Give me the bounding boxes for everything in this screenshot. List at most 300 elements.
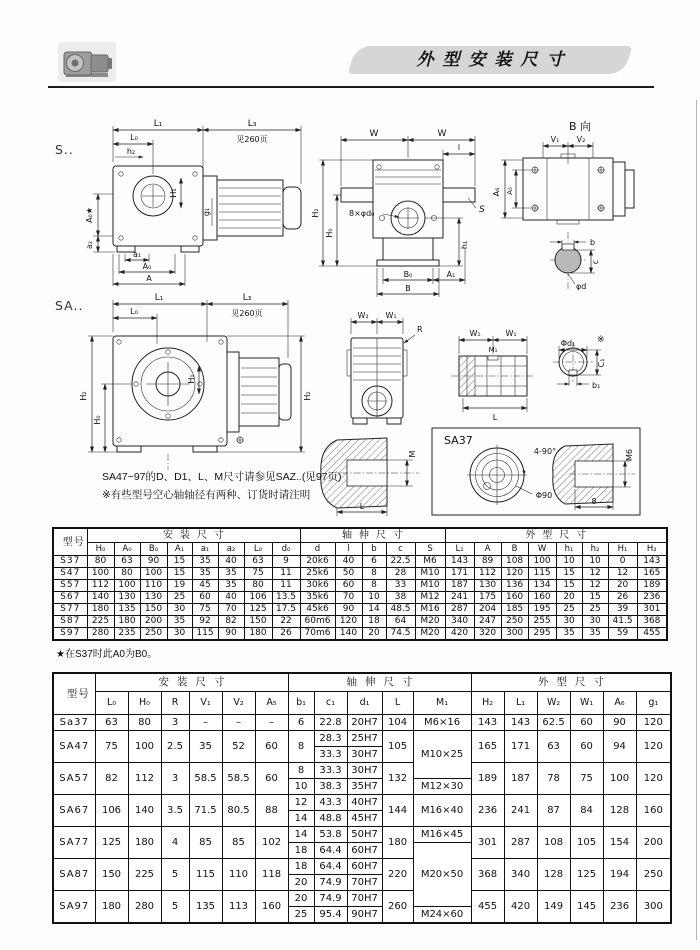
value-cell: 35 bbox=[189, 731, 222, 763]
value-cell: 120 bbox=[501, 568, 528, 580]
table-row bbox=[53, 795, 671, 811]
value-cell: 50H7 bbox=[347, 827, 382, 843]
value-cell: 8 bbox=[362, 568, 386, 580]
sa-dimension-table bbox=[52, 672, 672, 924]
value-cell: 100 bbox=[528, 556, 556, 568]
table-row bbox=[53, 628, 667, 641]
value-cell: 35 bbox=[582, 628, 608, 641]
value-cell: 10 bbox=[582, 556, 608, 568]
value-cell: 189 bbox=[637, 580, 667, 592]
value-cell: 18 bbox=[288, 859, 314, 875]
column-header: B₀ bbox=[140, 543, 167, 556]
dim-H2-sa-right: H₂ bbox=[303, 391, 312, 401]
value-cell: 195 bbox=[528, 604, 556, 616]
column-header: h₁ bbox=[556, 543, 582, 556]
s-table-body bbox=[53, 556, 667, 641]
page-edge-line bbox=[696, 100, 697, 940]
value-cell: M12 bbox=[415, 592, 445, 604]
value-cell: 14 bbox=[288, 811, 314, 827]
value-cell: 105 bbox=[570, 827, 603, 859]
value-cell: 40 bbox=[218, 556, 244, 568]
value-cell: 301 bbox=[637, 604, 667, 616]
model-cell: S37 bbox=[53, 556, 87, 568]
value-cell: 185 bbox=[501, 604, 528, 616]
value-cell: 115 bbox=[192, 628, 218, 641]
value-cell: 30 bbox=[582, 616, 608, 628]
dim-B: B bbox=[405, 284, 411, 293]
column-header: V₂ bbox=[222, 692, 255, 715]
sa-table-body bbox=[53, 715, 671, 924]
sa-hollow-shaft-section bbox=[553, 335, 606, 390]
value-cell: 63 bbox=[244, 556, 272, 568]
value-cell: 250 bbox=[501, 616, 528, 628]
dim-a1: a₁ bbox=[132, 250, 142, 259]
dim-W1-shaft-b: W₁ bbox=[505, 329, 517, 338]
value-cell: 35 bbox=[556, 628, 582, 641]
value-cell: 140 bbox=[128, 795, 161, 827]
value-cell: 48.8 bbox=[314, 811, 347, 827]
value-cell: 125 bbox=[570, 859, 603, 891]
dim-8: 8 bbox=[591, 497, 597, 506]
value-cell: 255 bbox=[528, 616, 556, 628]
value-cell: 225 bbox=[87, 616, 114, 628]
column-header: d₁ bbox=[347, 692, 382, 715]
page-title-banner bbox=[352, 46, 628, 74]
column-header: L₀ bbox=[95, 692, 128, 715]
value-cell: 87 bbox=[537, 795, 570, 827]
value-cell: 30 bbox=[167, 604, 192, 616]
value-cell: 0 bbox=[608, 556, 637, 568]
value-cell: 30 bbox=[167, 628, 192, 641]
value-cell: M24×60 bbox=[413, 907, 471, 924]
dim-L-detail: L bbox=[359, 502, 365, 511]
value-cell: 82 bbox=[218, 616, 244, 628]
table-row bbox=[53, 592, 667, 604]
dim-S: S bbox=[479, 205, 485, 215]
technical-drawings bbox=[35, 98, 665, 518]
value-cell: 455 bbox=[471, 891, 504, 924]
value-cell: 62.5 bbox=[537, 715, 570, 731]
value-cell: 120 bbox=[636, 715, 671, 731]
table-row bbox=[53, 556, 667, 568]
value-cell: 110 bbox=[140, 580, 167, 592]
value-cell: 112 bbox=[87, 580, 114, 592]
dim-b1: b₁ bbox=[592, 381, 601, 390]
value-cell: 10 bbox=[288, 779, 314, 795]
value-cell: 26 bbox=[272, 628, 300, 641]
dim-l: l bbox=[457, 143, 461, 152]
value-cell: 40 bbox=[218, 592, 244, 604]
value-cell: 340 bbox=[504, 859, 537, 891]
value-cell: 63 bbox=[537, 731, 570, 763]
column-header: B bbox=[501, 543, 528, 556]
value-cell: 100 bbox=[128, 731, 161, 763]
column-header: A₆ bbox=[603, 692, 636, 715]
column-header: b bbox=[362, 543, 386, 556]
reference-mark: ※ bbox=[597, 335, 605, 345]
s-dimension-table bbox=[52, 527, 668, 641]
dim-A5: A₅ bbox=[506, 187, 514, 195]
value-cell: 130 bbox=[114, 592, 140, 604]
value-cell: 300 bbox=[501, 628, 528, 641]
value-cell: 102 bbox=[255, 827, 288, 859]
value-cell: 22.5 bbox=[386, 556, 415, 568]
value-cell: 106 bbox=[95, 795, 128, 827]
value-cell: 154 bbox=[603, 827, 636, 859]
model-column-header-sa: 型号 bbox=[53, 673, 95, 715]
value-cell: 295 bbox=[528, 628, 556, 641]
value-cell: 120 bbox=[335, 616, 362, 628]
s-series-side-view bbox=[55, 119, 301, 286]
value-cell: 25 bbox=[556, 604, 582, 616]
dim-g1: g₁ bbox=[202, 207, 211, 217]
value-cell: 33.3 bbox=[314, 747, 347, 763]
value-cell: 368 bbox=[637, 616, 667, 628]
value-cell: 74.9 bbox=[314, 891, 347, 907]
value-cell: M20 bbox=[415, 616, 445, 628]
value-cell: 180 bbox=[114, 616, 140, 628]
sa-series-label: SA.. bbox=[55, 298, 84, 313]
value-cell: 236 bbox=[471, 795, 504, 827]
value-cell: M6×16 bbox=[413, 715, 471, 731]
column-header: l bbox=[335, 543, 362, 556]
value-cell: 20k6 bbox=[300, 556, 335, 568]
model-cell: S97 bbox=[53, 628, 87, 641]
value-cell: 300 bbox=[636, 891, 671, 924]
model-cell: SA77 bbox=[53, 827, 95, 859]
value-cell: 368 bbox=[471, 859, 504, 891]
phi90-label: Φ90 bbox=[535, 491, 553, 500]
s-table-colrow bbox=[53, 543, 667, 556]
page-title: 外型安装尺寸 bbox=[416, 50, 573, 69]
dim-H2-front: H₂ bbox=[311, 208, 320, 218]
column-header: H₀ bbox=[128, 692, 161, 715]
value-cell: 204 bbox=[474, 604, 501, 616]
value-cell: 171 bbox=[445, 568, 474, 580]
value-cell: 95.4 bbox=[314, 907, 347, 924]
column-header: L₁ bbox=[445, 543, 474, 556]
value-cell: 80 bbox=[244, 580, 272, 592]
value-cell: 70 bbox=[218, 604, 244, 616]
value-cell: 10 bbox=[362, 592, 386, 604]
value-cell: 25 bbox=[288, 907, 314, 924]
value-cell: 40H7 bbox=[347, 795, 382, 811]
value-cell: 250 bbox=[140, 628, 167, 641]
b-view-title: B 向 bbox=[568, 120, 592, 133]
value-cell: 64.4 bbox=[314, 859, 347, 875]
column-header: A₁ bbox=[167, 543, 192, 556]
dim-A0: A₀ bbox=[142, 262, 152, 271]
value-cell: 45k6 bbox=[300, 604, 335, 616]
group-header-install-sa: 安装尺寸 bbox=[95, 673, 288, 692]
value-cell: 106 bbox=[244, 592, 272, 604]
model-column-header: 型号 bbox=[53, 528, 87, 556]
sa-hollow-shaft-side-view bbox=[451, 329, 535, 422]
sa37-detail-box bbox=[432, 428, 640, 515]
column-header: S bbox=[415, 543, 445, 556]
value-cell: 15 bbox=[556, 568, 582, 580]
column-header: b₁ bbox=[288, 692, 314, 715]
table-row bbox=[53, 616, 667, 628]
column-header: W₁ bbox=[570, 692, 603, 715]
value-cell: 63 bbox=[114, 556, 140, 568]
value-cell: 20 bbox=[288, 891, 314, 907]
value-cell: 180 bbox=[244, 628, 272, 641]
value-cell: 165 bbox=[637, 568, 667, 580]
value-cell: 189 bbox=[471, 763, 504, 795]
value-cell: – bbox=[189, 715, 222, 731]
value-cell: 20H7 bbox=[347, 715, 382, 731]
value-cell: 187 bbox=[445, 580, 474, 592]
value-cell: 90H7 bbox=[347, 907, 382, 924]
value-cell: 105 bbox=[382, 731, 413, 763]
value-cell: 60 bbox=[255, 731, 288, 763]
value-cell: 30 bbox=[556, 616, 582, 628]
dim-b: b bbox=[590, 238, 596, 247]
value-cell: 60m6 bbox=[300, 616, 335, 628]
value-cell: 71.5 bbox=[189, 795, 222, 827]
value-cell: 143 bbox=[504, 715, 537, 731]
value-cell: 112 bbox=[128, 763, 161, 795]
value-cell: 225 bbox=[128, 859, 161, 891]
value-cell: 280 bbox=[87, 628, 114, 641]
value-cell: 60 bbox=[192, 592, 218, 604]
dim-B0: B₀ bbox=[403, 270, 413, 279]
value-cell: M12×30 bbox=[413, 779, 471, 795]
value-cell: 8 bbox=[288, 763, 314, 779]
see-page-note-sa: 见260页 bbox=[231, 309, 263, 318]
value-cell: 187 bbox=[504, 763, 537, 795]
value-cell: 120 bbox=[636, 763, 671, 795]
value-cell: 88 bbox=[255, 795, 288, 827]
value-cell: 125 bbox=[244, 604, 272, 616]
dim-W1-shaft-a: W₁ bbox=[469, 329, 481, 338]
value-cell: 108 bbox=[501, 556, 528, 568]
value-cell: 28 bbox=[386, 568, 415, 580]
value-cell: 125 bbox=[95, 827, 128, 859]
value-cell: 287 bbox=[504, 827, 537, 859]
value-cell: M10 bbox=[415, 580, 445, 592]
column-header: V₁ bbox=[189, 692, 222, 715]
model-cell: SA87 bbox=[53, 859, 95, 891]
dim-A6: A₆ bbox=[492, 187, 501, 197]
dim-A1: A₁ bbox=[446, 270, 456, 279]
t1-group-row bbox=[53, 528, 667, 543]
value-cell: 85 bbox=[189, 827, 222, 859]
dim-W2: W₂ bbox=[357, 311, 369, 320]
value-cell: 82 bbox=[95, 763, 128, 795]
see-page-note: 见260页 bbox=[236, 135, 268, 144]
dim-phi-d1: Φd₁ bbox=[560, 339, 576, 348]
value-cell: 64.4 bbox=[314, 843, 347, 859]
value-cell: 39 bbox=[608, 604, 637, 616]
value-cell: 19 bbox=[167, 580, 192, 592]
dim-A0-star: A₀★ bbox=[85, 207, 94, 223]
note-line-1: SA47~97的D、D1、L、M尺寸请参见SAZ..(见97页) bbox=[102, 471, 342, 483]
value-cell: 115 bbox=[528, 568, 556, 580]
sa-series-side-view bbox=[55, 293, 312, 470]
value-cell: M20×50 bbox=[413, 843, 471, 907]
table-row bbox=[53, 715, 671, 731]
value-cell: 12 bbox=[582, 580, 608, 592]
value-cell: 180 bbox=[382, 827, 413, 859]
value-cell: 35 bbox=[192, 568, 218, 580]
value-cell: 58.5 bbox=[222, 763, 255, 795]
value-cell: 15 bbox=[582, 592, 608, 604]
column-header: H₂ bbox=[471, 692, 504, 715]
value-cell: 38.3 bbox=[314, 779, 347, 795]
value-cell: 15 bbox=[556, 580, 582, 592]
column-header: c₁ bbox=[314, 692, 347, 715]
column-header: H₁ bbox=[608, 543, 637, 556]
value-cell: 9 bbox=[272, 556, 300, 568]
column-header: A₅ bbox=[255, 692, 288, 715]
dim-R: R bbox=[417, 325, 423, 334]
value-cell: 45H7 bbox=[347, 811, 382, 827]
value-cell: 12 bbox=[608, 568, 637, 580]
column-header: L₀ bbox=[244, 543, 272, 556]
dim-c: c bbox=[591, 259, 600, 265]
value-cell: 160 bbox=[528, 592, 556, 604]
value-cell: 50 bbox=[335, 568, 362, 580]
value-cell: 140 bbox=[87, 592, 114, 604]
value-cell: 5 bbox=[161, 891, 189, 924]
value-cell: 53.8 bbox=[314, 827, 347, 843]
value-cell: 12 bbox=[582, 568, 608, 580]
value-cell: 200 bbox=[636, 827, 671, 859]
column-header: L₁ bbox=[504, 692, 537, 715]
sa-table-colrow bbox=[53, 692, 671, 715]
value-cell: 75 bbox=[244, 568, 272, 580]
value-cell: 150 bbox=[95, 859, 128, 891]
dim-M6: M6 bbox=[625, 449, 634, 461]
value-cell: 2.5 bbox=[161, 731, 189, 763]
value-cell: 236 bbox=[603, 891, 636, 924]
value-cell: 41.5 bbox=[608, 616, 637, 628]
value-cell: 70H7 bbox=[347, 875, 382, 891]
model-cell: Sa37 bbox=[53, 715, 95, 731]
value-cell: 15 bbox=[167, 568, 192, 580]
t2-group-row bbox=[53, 673, 671, 692]
value-cell: 235 bbox=[114, 628, 140, 641]
value-cell: 20 bbox=[556, 592, 582, 604]
s-series-label: S.. bbox=[55, 142, 74, 157]
value-cell: 132 bbox=[382, 763, 413, 795]
dim-phi-d: φd bbox=[576, 282, 587, 291]
value-cell: 108 bbox=[537, 827, 570, 859]
dim-L1: L₁ bbox=[153, 119, 163, 129]
value-cell: 14 bbox=[362, 604, 386, 616]
value-cell: 52 bbox=[222, 731, 255, 763]
value-cell: 22 bbox=[272, 616, 300, 628]
value-cell: 43.3 bbox=[314, 795, 347, 811]
group-header-outline-sa: 外型尺寸 bbox=[471, 673, 671, 692]
value-cell: 30k6 bbox=[300, 580, 335, 592]
value-cell: 160 bbox=[501, 592, 528, 604]
group-header-install: 安装尺寸 bbox=[87, 528, 300, 543]
value-cell: 60 bbox=[335, 580, 362, 592]
value-cell: 236 bbox=[637, 592, 667, 604]
value-cell: M16×45 bbox=[413, 827, 471, 843]
dim-H2-sa-left: H₂ bbox=[79, 391, 88, 401]
value-cell: 120 bbox=[636, 731, 671, 763]
value-cell: 33 bbox=[386, 580, 415, 592]
value-cell: 25 bbox=[582, 604, 608, 616]
table-row bbox=[53, 568, 667, 580]
dim-V1: V₁ bbox=[550, 135, 560, 144]
dim-h2: h₂ bbox=[126, 147, 136, 156]
value-cell: 3 bbox=[161, 715, 189, 731]
value-cell: 180 bbox=[95, 891, 128, 924]
value-cell: 90 bbox=[218, 628, 244, 641]
table-row bbox=[53, 891, 671, 907]
value-cell: 100 bbox=[87, 568, 114, 580]
value-cell: 8 bbox=[362, 580, 386, 592]
value-cell: 90 bbox=[140, 556, 167, 568]
value-cell: 11 bbox=[272, 580, 300, 592]
value-cell: 180 bbox=[87, 604, 114, 616]
value-cell: 30H7 bbox=[347, 747, 382, 763]
value-cell: 70 bbox=[335, 592, 362, 604]
value-cell: 420 bbox=[445, 628, 474, 641]
value-cell: 130 bbox=[474, 580, 501, 592]
value-cell: 74.5 bbox=[386, 628, 415, 641]
value-cell: 60H7 bbox=[347, 843, 382, 859]
value-cell: 18 bbox=[288, 843, 314, 859]
column-header: c bbox=[386, 543, 415, 556]
value-cell: 171 bbox=[504, 731, 537, 763]
dim-M: M bbox=[408, 450, 417, 458]
value-cell: 260 bbox=[382, 891, 413, 924]
dim-A: A bbox=[146, 274, 152, 283]
value-cell: 18 bbox=[362, 616, 386, 628]
value-cell: 35 bbox=[192, 556, 218, 568]
value-cell: 80 bbox=[87, 556, 114, 568]
value-cell: 149 bbox=[537, 891, 570, 924]
value-cell: 134 bbox=[528, 580, 556, 592]
value-cell: 140 bbox=[335, 628, 362, 641]
value-cell: 33.3 bbox=[314, 763, 347, 779]
column-header: g₁ bbox=[636, 692, 671, 715]
column-header: A bbox=[474, 543, 501, 556]
value-cell: 160 bbox=[636, 795, 671, 827]
value-cell: 194 bbox=[603, 859, 636, 891]
dim-L0: L₀ bbox=[130, 133, 138, 142]
value-cell: 25k6 bbox=[300, 568, 335, 580]
value-cell: 301 bbox=[471, 827, 504, 859]
value-cell: 14 bbox=[288, 827, 314, 843]
value-cell: 30H7 bbox=[347, 763, 382, 779]
value-cell: 80 bbox=[114, 568, 140, 580]
value-cell: 136 bbox=[501, 580, 528, 592]
value-cell: 59 bbox=[608, 628, 637, 641]
value-cell: 15 bbox=[167, 556, 192, 568]
value-cell: 100 bbox=[140, 568, 167, 580]
table-row bbox=[53, 580, 667, 592]
value-cell: 13.5 bbox=[272, 592, 300, 604]
model-cell: SA97 bbox=[53, 891, 95, 924]
value-cell: 25H7 bbox=[347, 731, 382, 747]
model-cell: S67 bbox=[53, 592, 87, 604]
angle-label: 4-90° bbox=[533, 447, 557, 456]
value-cell: 6 bbox=[362, 556, 386, 568]
value-cell: 340 bbox=[445, 616, 474, 628]
value-cell: 60 bbox=[570, 715, 603, 731]
value-cell: 60H7 bbox=[347, 859, 382, 875]
model-cell: SA57 bbox=[53, 763, 95, 795]
value-cell: 128 bbox=[603, 795, 636, 827]
value-cell: 17.5 bbox=[272, 604, 300, 616]
